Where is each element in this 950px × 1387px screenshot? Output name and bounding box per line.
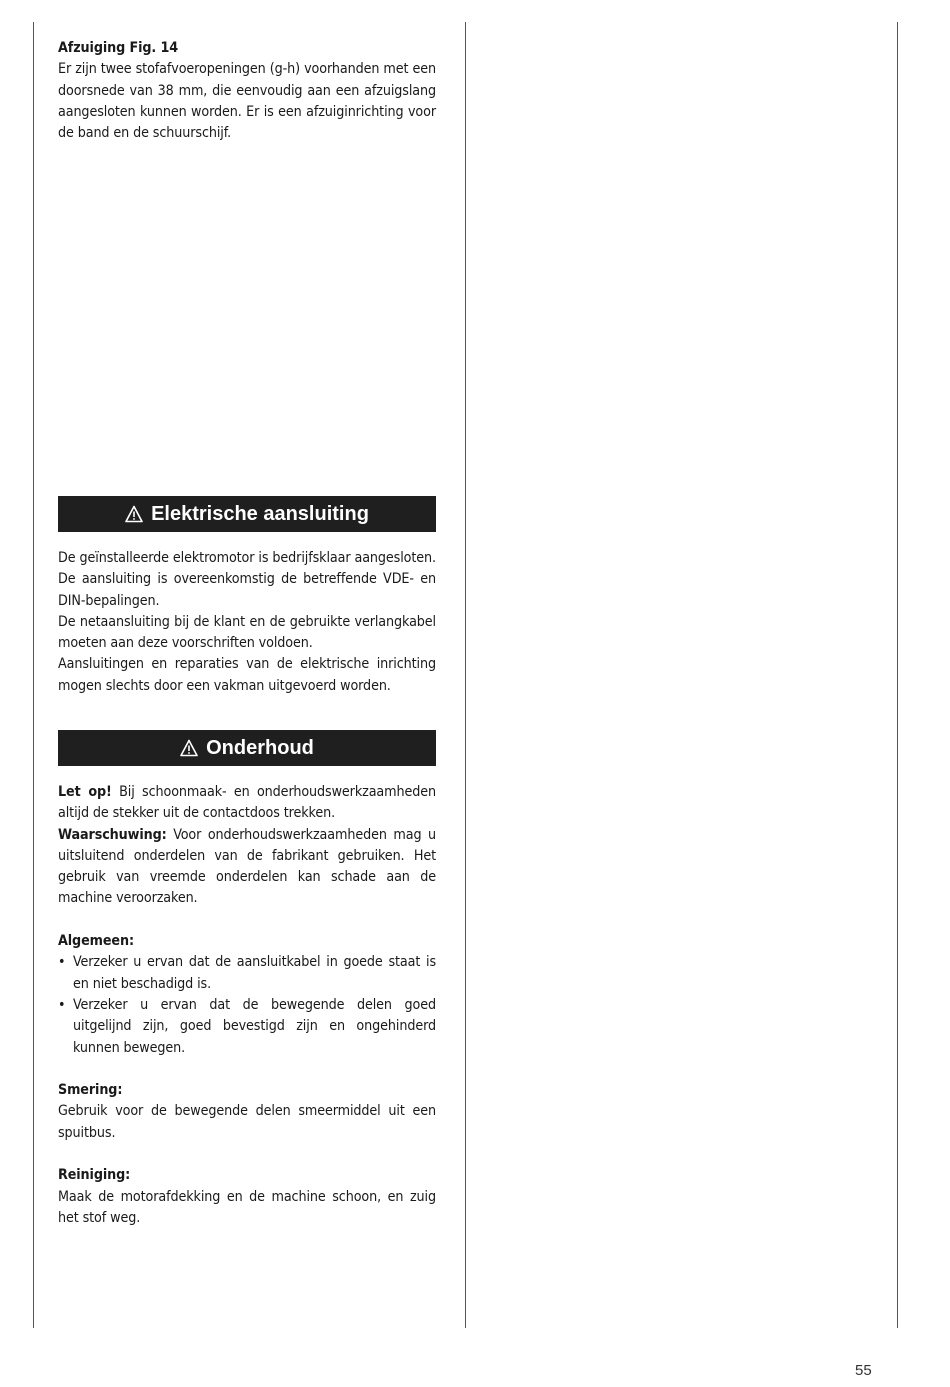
elektrisch-paragraph-1: De geïnstalleerde elektromotor is bedrijfsklaar aangesloten. De aansluiting is overeenkomstig de betreffende VDE- en DIN-bepalingen. xyxy=(58,550,436,609)
waarschuwing-text: Voor onderhoudswerkzaamheden mag u uitsluitend onderdelen van de fabrikant gebruiken. Het gebruik van vreemde onderdelen kan schade aan de machine veroorzaken. xyxy=(58,826,436,907)
elektrisch-paragraph-2: De netaansluiting bij de klant en de gebruikte verlangkabel moeten aan deze voorschriften voldoen. xyxy=(58,613,436,652)
algemeen-heading: Algemeen: xyxy=(58,933,134,950)
left-column-rule xyxy=(33,22,34,1328)
afzuiging-text: Er zijn twee stofafvoeropeningen (g-h) voorhanden met een doorsnede van 38 mm, die eenvoudig aan een afzuigslang aangesloten kunnen worden. Er is een afzuiginrichting voor de band en de schuurschijf. xyxy=(58,61,436,142)
section-bar-elektrisch xyxy=(58,496,436,532)
elektrisch-title: Elektrische aansluiting xyxy=(151,502,369,525)
bullet-icon: • xyxy=(58,954,66,971)
reiniging-text: Maak de motorafdekking en de machine schoon, en zuig het stof weg. xyxy=(58,1188,436,1226)
algemeen-list xyxy=(58,952,436,1058)
letop-paragraph xyxy=(58,782,436,825)
spacer xyxy=(58,1059,436,1080)
section-bar-onderhoud xyxy=(58,730,436,766)
section-afzuiging xyxy=(58,38,436,144)
letop-text: Bij schoonmaak- en onderhoudswerkzaamheden altijd de stekker uit de contactdoos trekken. xyxy=(58,784,436,822)
smering-text: Gebruik voor de bewegende delen smeermiddel uit een spuitbus. xyxy=(58,1103,436,1141)
spacer xyxy=(58,1144,436,1165)
list-item: • Verzeker u ervan dat de bewegende delen goed uitgelijnd zijn, goed bevestigd zijn en ongehinderd kunnen bewegen. xyxy=(58,996,436,1056)
center-column-rule xyxy=(465,22,466,1328)
page-number: 55 xyxy=(855,1362,872,1379)
bullet-icon: • xyxy=(58,996,66,1013)
section-elektrisch-body xyxy=(58,548,436,697)
letop-label: Let op! xyxy=(58,784,112,800)
list-item: • Verzeker u ervan dat de aansluitkabel in goede staat is en niet beschadigd is. xyxy=(58,954,436,992)
afzuiging-heading: Afzuiging Fig. 14 xyxy=(58,40,179,56)
warning-triangle-icon xyxy=(180,739,198,757)
elektrisch-paragraph-3: Aansluitingen en reparaties van de elektrische inrichting mogen slechts door een vakman uitgevoerd worden. xyxy=(58,656,436,694)
onderhoud-title: Onderhoud xyxy=(206,736,314,759)
right-column-rule xyxy=(897,22,898,1328)
section-onderhoud-body xyxy=(58,782,436,1229)
reiniging-heading: Reiniging: xyxy=(58,1167,131,1184)
waarschuwing-label: Waarschuwing: xyxy=(58,826,167,843)
waarschuwing-paragraph xyxy=(58,825,436,910)
spacer xyxy=(58,910,436,931)
smering-heading: Smering: xyxy=(58,1082,123,1099)
warning-triangle-icon xyxy=(125,505,143,523)
